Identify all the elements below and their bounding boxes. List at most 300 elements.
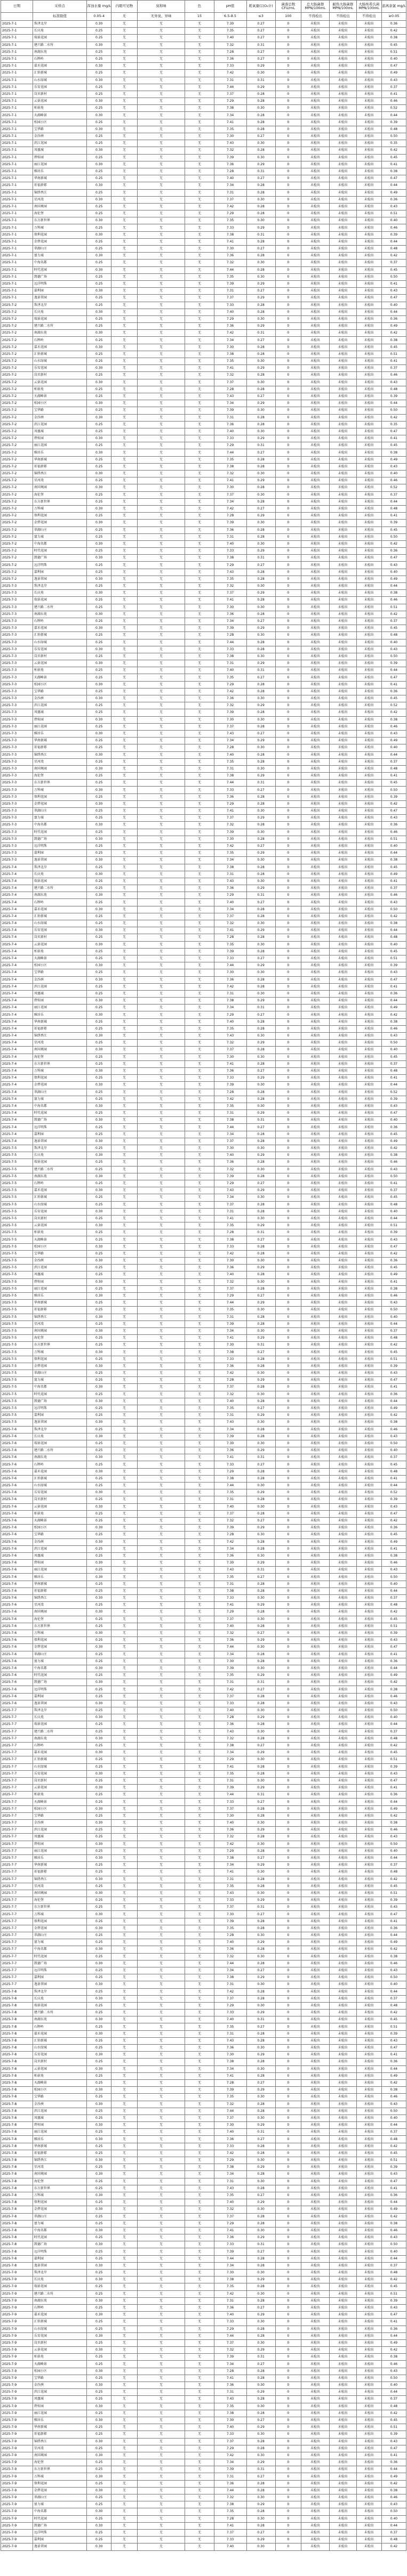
table-cell: 2025-7-7	[1, 1841, 33, 1848]
table-cell: 无	[137, 1110, 185, 1117]
table-row	[1, 1131, 406, 1138]
table-cell: 0	[275, 2494, 301, 2501]
table-cell: 0	[275, 1468, 301, 1475]
table-cell: 0.25	[87, 1686, 111, 1693]
table-cell: 0.30	[246, 2431, 275, 2438]
table-cell: 7.34	[214, 1131, 246, 1138]
table-cell: 无	[111, 2332, 137, 2339]
table-cell: 0.25	[87, 295, 111, 302]
table-cell: 0.43	[381, 1567, 406, 1574]
table-cell: 未检出	[301, 1742, 330, 1749]
table-cell: 未检出	[329, 738, 356, 744]
table-cell: 无	[137, 1145, 185, 1152]
table-cell: 华南新城	[33, 1018, 86, 1025]
table-cell: 0	[275, 1904, 301, 1911]
table-cell: 7.44	[214, 962, 246, 969]
table-cell: 0	[275, 1665, 301, 1672]
table-cell: 7.42	[214, 70, 246, 77]
table-cell: 2025-7-2	[1, 414, 33, 421]
table-cell: 中海名都	[33, 260, 86, 266]
table-cell: 0.28	[246, 1159, 275, 1166]
table-cell: 0.30	[246, 857, 275, 864]
table-cell: 无	[111, 2389, 137, 2396]
table-cell: 无	[111, 2037, 137, 2044]
table-cell: 0.52	[381, 702, 406, 709]
table-cell: 无	[185, 1166, 214, 1173]
table-cell: 0.44	[381, 1398, 406, 1405]
table-cell: 未检出	[301, 182, 330, 189]
table-cell: 碧桂园	[33, 998, 86, 1005]
table-cell: 0.27	[246, 21, 275, 28]
table-cell: 未检出	[301, 2424, 330, 2431]
table-cell: 未检出	[301, 471, 330, 477]
table-cell: 0.25	[87, 583, 111, 590]
table-cell: 0.30	[87, 1946, 111, 1953]
table-cell: 无	[111, 1904, 137, 1911]
table-cell: 无	[111, 414, 137, 421]
table-cell: 金碧花园	[33, 800, 86, 807]
table-cell: 0.25	[87, 548, 111, 555]
table-cell: 未检出	[329, 2136, 356, 2143]
table-cell: 0	[275, 1278, 301, 1285]
table-cell: 无	[137, 168, 185, 175]
table-cell: 无	[185, 1644, 214, 1651]
table-cell: 无	[111, 1763, 137, 1770]
table-cell: 无	[111, 2101, 137, 2108]
table-cell: 未检出	[356, 1075, 381, 1082]
table-cell: 未检出	[329, 1412, 356, 1419]
table-cell: 未检出	[329, 1419, 356, 1426]
table-cell: 未检出	[329, 1496, 356, 1503]
table-cell: 7.35	[214, 358, 246, 365]
table-cell: 无	[137, 520, 185, 526]
table-cell: 无	[137, 1292, 185, 1299]
table-cell: 0.50	[381, 1574, 406, 1581]
table-cell: 0.43	[381, 2368, 406, 2375]
table-cell: 7.31	[214, 2297, 246, 2304]
table-cell: 未检出	[356, 344, 381, 351]
table-cell: 碧桂园	[33, 154, 86, 161]
table-cell: 长庆苑	[33, 590, 86, 597]
table-cell: 无	[111, 2375, 137, 2381]
table-cell: 未检出	[301, 1075, 330, 1082]
table-cell: 0.44	[381, 1721, 406, 1728]
table-cell: 无	[185, 2136, 214, 2143]
table-cell: 嘉禾花园	[33, 906, 86, 913]
table-cell: 无	[111, 1461, 137, 1468]
table-cell: 无	[185, 1363, 214, 1370]
table-cell: 0	[275, 702, 301, 709]
table-cell: 无	[111, 337, 137, 344]
table-cell: 未检出	[356, 1538, 381, 1545]
table-cell: 未检出	[329, 435, 356, 442]
table-cell: 未检出	[329, 1609, 356, 1616]
table-cell: 金碧花园	[33, 2206, 86, 2213]
table-cell: 未检出	[301, 393, 330, 400]
table-row	[1, 2023, 406, 2030]
table-cell: 0.40	[381, 55, 406, 62]
table-cell: 0.27	[246, 1574, 275, 1581]
table-cell: 未检出	[329, 55, 356, 62]
table-cell: 7.38	[214, 1236, 246, 1243]
table-cell: 0.30	[246, 2178, 275, 2185]
table-cell: 2025-7-6	[1, 1447, 33, 1454]
table-cell: 0.25	[87, 885, 111, 892]
table-cell: 未检出	[356, 2101, 381, 2108]
table-row	[1, 1124, 406, 1131]
table-cell: 2025-7-4	[1, 976, 33, 983]
table-cell: 未检出	[301, 2494, 330, 2501]
table-cell: 未检出	[301, 1988, 330, 1995]
table-cell: 0.25	[87, 1967, 111, 1974]
table-cell: 无	[185, 1545, 214, 1552]
table-cell: 0	[275, 231, 301, 238]
table-cell: 未检出	[329, 246, 356, 253]
table-cell: 未检出	[329, 1314, 356, 1321]
table-cell: 未检出	[329, 175, 356, 182]
table-row	[1, 520, 406, 526]
table-cell: 0.49	[381, 70, 406, 77]
table-cell: 无	[185, 2508, 214, 2515]
table-cell: 2025-7-4	[1, 1110, 33, 1117]
table-cell: 0.46	[381, 1292, 406, 1299]
table-cell: 未检出	[356, 2297, 381, 2304]
table-cell: 未检出	[329, 815, 356, 822]
table-cell: 未检出	[329, 1742, 356, 1749]
table-cell: 0	[275, 2059, 301, 2065]
table-cell: 未检出	[356, 2052, 381, 2059]
table-cell: 无	[111, 625, 137, 632]
table-cell: 0	[275, 246, 301, 253]
table-cell: 无	[185, 1510, 214, 1517]
table-cell: 未检出	[356, 133, 381, 140]
table-cell: 无	[137, 2122, 185, 2129]
table-cell: 时代花园	[33, 266, 86, 273]
table-cell: 0.25	[87, 632, 111, 639]
table-cell: 0.25	[87, 2410, 111, 2417]
table-cell: 0.25	[87, 2072, 111, 2079]
table-cell: 0	[275, 1763, 301, 1770]
table-cell: 无	[185, 1904, 214, 1911]
table-cell: 0.28	[246, 126, 275, 133]
table-cell: 0.30	[87, 1595, 111, 1602]
table-cell: 未检出	[329, 1700, 356, 1707]
table-cell: 7.29	[214, 800, 246, 807]
table-cell: 0.25	[87, 1848, 111, 1854]
table-cell: 0.30	[87, 1700, 111, 1707]
table-cell: 无	[185, 1124, 214, 1131]
table-cell: 无	[111, 386, 137, 393]
table-cell: 0.43	[381, 288, 406, 295]
table-cell: 0.30	[87, 379, 111, 386]
table-cell: 未检出	[329, 2234, 356, 2241]
table-cell: 无	[111, 428, 137, 435]
table-cell: 无	[137, 91, 185, 98]
table-cell: 无	[111, 1047, 137, 1054]
table-cell: 0.30	[87, 2508, 111, 2515]
table-cell: 无	[137, 1173, 185, 1180]
table-cell: 无	[111, 2487, 137, 2494]
table-cell: 无	[185, 2079, 214, 2086]
table-cell: 无	[185, 238, 214, 245]
table-cell: 无	[137, 1665, 185, 1672]
table-cell: 2025-7-3	[1, 738, 33, 744]
table-cell: 0.28	[246, 112, 275, 119]
table-cell: 7.36	[214, 793, 246, 800]
table-cell: 无	[185, 1735, 214, 1742]
table-cell: 未检出	[356, 260, 381, 266]
table-row	[1, 1644, 406, 1651]
table-cell: 0.30	[87, 1208, 111, 1215]
table-cell: 无	[111, 42, 137, 48]
table-cell: 0.37	[381, 84, 406, 91]
table-cell: 2025-7-4	[1, 1067, 33, 1074]
table-cell: 未检出	[329, 1785, 356, 1792]
table-cell: 南国奥园	[33, 484, 86, 491]
table-row	[1, 1194, 406, 1201]
table-cell: 未检出	[301, 196, 330, 203]
table-cell: 无	[185, 2297, 214, 2304]
table-cell: 0.44	[381, 751, 406, 758]
table-cell: 0.25	[87, 2164, 111, 2171]
table-cell: 未检出	[329, 428, 356, 435]
table-cell: 2025-7-8	[1, 2101, 33, 2108]
table-row	[1, 1138, 406, 1145]
column-header: 耐热大肠菌群 MPN/100mL	[329, 1, 356, 13]
table-cell: 2025-7-3	[1, 808, 33, 815]
table-cell: 0.30	[246, 695, 275, 702]
table-cell: 无	[137, 2213, 185, 2220]
table-cell: 嘉禾花园	[33, 63, 86, 70]
table-cell: 0	[275, 365, 301, 372]
table-row	[1, 2213, 406, 2220]
table-cell: 0	[275, 1236, 301, 1243]
table-cell: 无	[111, 1812, 137, 1819]
table-cell: 未检出	[329, 1503, 356, 1510]
table-cell: 无	[185, 976, 214, 983]
table-cell: 0.30	[87, 1560, 111, 1567]
table-cell: 未检出	[356, 695, 381, 702]
table-cell: 未检出	[329, 48, 356, 55]
table-cell: 未检出	[356, 154, 381, 161]
table-cell: 2025-7-3	[1, 751, 33, 758]
table-cell: 南国奥园	[33, 1890, 86, 1897]
table-cell: 无	[111, 2213, 137, 2220]
table-cell: 0.29	[246, 1152, 275, 1159]
table-cell: 未检出	[329, 1131, 356, 1138]
table-cell: 0.28	[246, 463, 275, 470]
table-cell: 7.29	[214, 442, 246, 449]
table-cell: 未检出	[356, 1426, 381, 1433]
table-cell: 东方新世界	[33, 1342, 86, 1349]
table-cell: 长庆苑	[33, 2277, 86, 2283]
table-cell: 无	[185, 2065, 214, 2072]
table-cell: 未检出	[329, 2178, 356, 2185]
table-cell: 未检出	[329, 2368, 356, 2375]
table-cell: 未检出	[329, 1834, 356, 1841]
table-cell: 滨江花园	[33, 1545, 86, 1552]
table-cell: 0	[275, 1587, 301, 1594]
table-row	[1, 780, 406, 787]
table-cell: 时代花园	[33, 1672, 86, 1679]
table-cell: 0.25	[87, 1756, 111, 1763]
table-cell: 2025-7-2	[1, 344, 33, 351]
table-cell: 0.25	[87, 421, 111, 428]
table-cell: 无	[137, 1841, 185, 1848]
table-cell: 未检出	[356, 253, 381, 260]
table-cell: 无	[185, 1981, 214, 1988]
table-cell: 0.30	[246, 1483, 275, 1489]
table-cell: 0.25	[87, 91, 111, 98]
table-cell: 0.27	[246, 246, 275, 253]
table-cell: 0.25	[87, 604, 111, 611]
table-cell: 无	[111, 1981, 137, 1988]
table-row	[1, 815, 406, 822]
table-cell: 2025-7-6	[1, 1489, 33, 1496]
table-cell: 0.29	[246, 1412, 275, 1419]
table-cell: 0.30	[87, 1911, 111, 1918]
table-cell: 未检出	[329, 105, 356, 112]
table-cell: 2025-7-6	[1, 1672, 33, 1679]
table-cell: 未检出	[356, 934, 381, 941]
table-cell: 无	[111, 1173, 137, 1180]
table-cell: 无	[111, 1489, 137, 1496]
table-row	[1, 1799, 406, 1805]
table-cell: 无	[137, 1327, 185, 1334]
table-cell: 建兴路二水所	[33, 2010, 86, 2016]
table-cell: 未检出	[301, 695, 330, 702]
table-cell: 2025-7-2	[1, 562, 33, 569]
table-cell: 2025-7-3	[1, 730, 33, 737]
table-row	[1, 653, 406, 660]
table-row	[1, 843, 406, 849]
table-cell: 无	[111, 1096, 137, 1103]
table-cell: 0	[275, 1644, 301, 1651]
table-cell: 未检出	[356, 2473, 381, 2480]
table-cell: 0.46	[381, 1560, 406, 1567]
table-cell: 0	[275, 1067, 301, 1074]
table-cell: 未检出	[356, 505, 381, 512]
table-cell: 滨江花园	[33, 2108, 86, 2115]
table-cell: 0.47	[381, 976, 406, 983]
table-cell: 0.25	[87, 498, 111, 505]
table-cell: 无	[185, 463, 214, 470]
table-row	[1, 119, 406, 126]
table-cell: 0	[275, 2431, 301, 2438]
column-header: 耗氧量(以O₂计)	[246, 1, 275, 13]
table-cell: 0.29	[246, 2389, 275, 2396]
table-cell: 无	[137, 990, 185, 997]
table-cell: 海伦堡	[33, 210, 86, 217]
table-cell: 无	[137, 2101, 185, 2108]
table-cell: 未检出	[356, 372, 381, 379]
table-cell: 0.44	[381, 1665, 406, 1672]
table-cell: 无	[185, 548, 214, 555]
table-cell: 未检出	[301, 2262, 330, 2269]
table-cell: 0.46	[381, 1693, 406, 1700]
table-cell: 2025-7-6	[1, 1616, 33, 1623]
table-cell: 未检出	[301, 1377, 330, 1384]
table-row	[1, 2403, 406, 2410]
table-cell: 7.39	[214, 1173, 246, 1180]
table-cell: 无	[137, 948, 185, 955]
table-cell: 无	[185, 569, 214, 576]
table-cell: 无	[185, 1988, 214, 1995]
table-cell: 0.30	[246, 260, 275, 266]
table-cell: 7.34	[214, 182, 246, 189]
table-cell: 0.45	[381, 864, 406, 871]
table-cell: 无	[137, 1033, 185, 1040]
table-cell: 碧桂园	[33, 435, 86, 442]
table-cell: 未检出	[329, 2290, 356, 2297]
table-cell: 未检出	[301, 2438, 330, 2445]
table-cell: 7.31	[214, 1981, 246, 1988]
table-cell: 未检出	[329, 140, 356, 147]
table-cell: 未检出	[356, 1967, 381, 1974]
table-cell: 无	[185, 1848, 214, 1854]
table-cell: 0.27	[246, 175, 275, 182]
table-cell: 无	[137, 231, 185, 238]
table-cell: 0.25	[87, 815, 111, 822]
table-cell: 0.29	[246, 590, 275, 597]
table-cell: 0.40	[381, 1848, 406, 1854]
table-cell: 0.28	[246, 1609, 275, 1616]
table-cell: 0.30	[246, 990, 275, 997]
table-cell: 未检出	[301, 618, 330, 625]
table-cell: 7.35	[214, 217, 246, 224]
table-cell: 0.28	[246, 210, 275, 217]
table-cell: 0.28	[246, 1398, 275, 1405]
table-cell: 宝华路	[33, 969, 86, 976]
table-row	[1, 892, 406, 899]
table-cell: 7.29	[214, 1292, 246, 1299]
table-cell: 0.28	[246, 414, 275, 421]
table-cell: 无	[111, 2480, 137, 2487]
table-cell: 未检出	[356, 2094, 381, 2101]
table-cell: 7.35	[214, 1103, 246, 1109]
table-cell: 无	[137, 695, 185, 702]
table-cell: 无	[185, 2164, 214, 2171]
table-cell: 0.25	[87, 2199, 111, 2206]
table-row	[1, 787, 406, 793]
table-cell: 7.44	[214, 2332, 246, 2339]
table-cell: 0.30	[87, 1011, 111, 1018]
table-cell: 0.45	[381, 2016, 406, 2023]
table-cell: 0.30	[246, 1103, 275, 1109]
table-cell: 0.30	[87, 1735, 111, 1742]
table-cell: 0	[275, 1285, 301, 1292]
table-row	[1, 2480, 406, 2487]
table-cell: 无	[185, 653, 214, 660]
table-cell: 无	[111, 688, 137, 695]
table-cell: 0.30	[87, 1489, 111, 1496]
table-cell: 未检出	[356, 1763, 381, 1770]
table-cell: 未检出	[301, 1131, 330, 1138]
table-cell: 0.30	[87, 1103, 111, 1109]
table-cell: 未检出	[329, 1602, 356, 1609]
table-cell: 无	[137, 1953, 185, 1960]
table-cell: 无	[137, 1271, 185, 1278]
table-cell: 未检出	[356, 2304, 381, 2311]
table-cell: 2025-7-9	[1, 2270, 33, 2277]
table-cell: 无	[111, 161, 137, 168]
table-cell: 无	[111, 983, 137, 990]
table-row	[1, 660, 406, 667]
table-cell: 无	[111, 1054, 137, 1060]
table-cell: 未检出	[301, 2052, 330, 2059]
table-cell: 无	[185, 505, 214, 512]
table-cell: 2025-7-2	[1, 393, 33, 400]
